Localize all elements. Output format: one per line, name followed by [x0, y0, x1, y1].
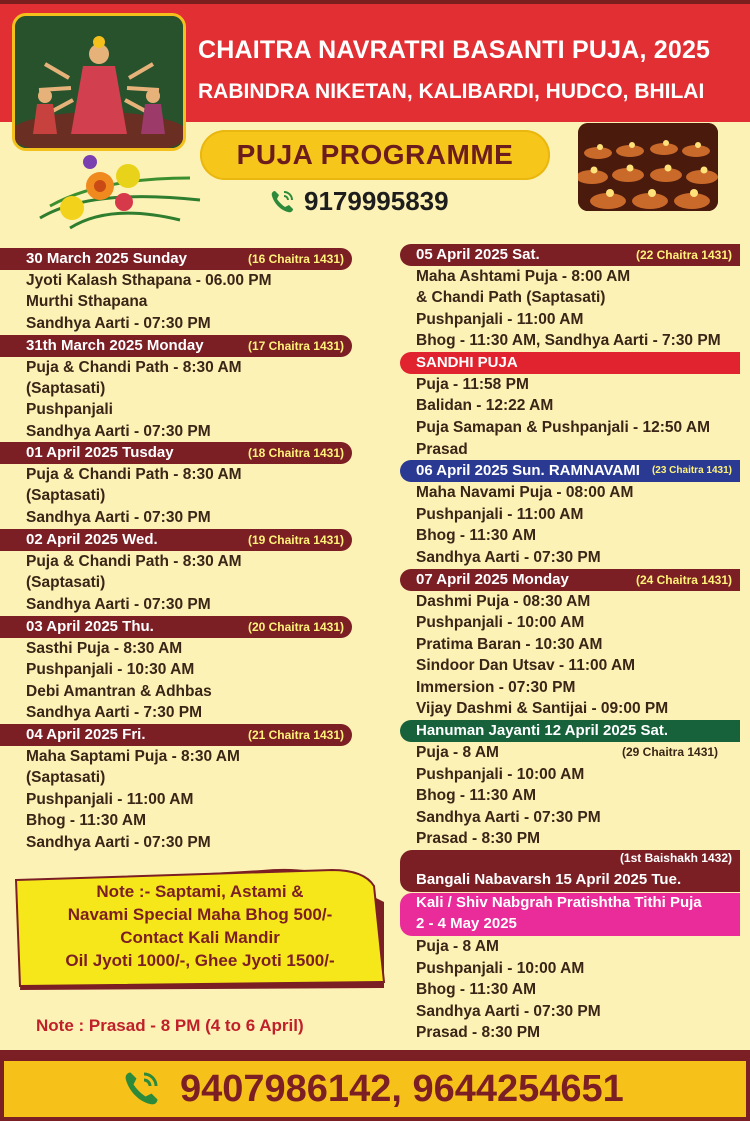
day-date: SANDHI PUJA — [416, 354, 518, 371]
schedule-item: Bhog - 11:30 AM — [416, 527, 536, 544]
schedule-item: Puja & Chandi Path - 8:30 AM — [26, 466, 242, 483]
schedule-item: Prasad - 8:30 PM — [416, 1024, 541, 1041]
day-date: 05 April 2025 Sat. — [416, 246, 540, 263]
schedule-item: Pushpanjali - 11:00 AM — [416, 311, 584, 328]
schedule-item: Sandhya Aarti - 07:30 PM — [26, 423, 211, 440]
schedule-item: Puja - 11:58 PM — [416, 376, 529, 393]
schedule-item: Sandhya Aarti - 07:30 PM — [416, 549, 601, 566]
kali-shiv-header — [400, 893, 740, 936]
schedule-item: Pushpanjali - 10:00 AM — [416, 766, 585, 783]
day-tithi: (29 Chaitra 1431) — [622, 745, 719, 759]
schedule-item: Sandhya Aarti - 07:30 PM — [26, 834, 211, 851]
day-date: Bangali Nabavarsh 15 April 2025 Tue. — [416, 871, 682, 888]
prasad-note: Note : Prasad - 8 PM (4 to 6 April) — [36, 1016, 304, 1035]
schedule-item: & Chandi Path (Saptasati) — [416, 289, 606, 306]
schedule-item: Sandhya Aarti - 07:30 PM — [416, 809, 601, 826]
schedule-item: Pushpanjali - 10:00 AM — [416, 614, 585, 631]
day-date: 04 April 2025 Fri. — [26, 726, 146, 743]
schedule-item: Debi Amantran & Adhbas — [26, 683, 212, 700]
special-bhog-note — [22, 880, 378, 972]
schedule-item: (Saptasati) — [26, 487, 106, 504]
schedule-item: Sasthi Puja - 8:30 AM — [26, 640, 183, 657]
day-date: 31th March 2025 Monday — [26, 337, 204, 354]
schedule-item: Sandhya Aarti - 07:30 PM — [26, 596, 211, 613]
day-date: Kali / Shiv Nabgrah Pratishtha Tithi Puja — [416, 894, 702, 911]
note-line: Note :- Saptami, Astami & — [96, 882, 304, 901]
schedule-item: Vijay Dashmi & Santijai - 09:00 PM — [416, 700, 669, 717]
schedule-item: Immersion - 07:30 PM — [416, 679, 576, 696]
day-header — [0, 335, 352, 357]
schedule-item: Murthi Sthapana — [26, 293, 148, 310]
schedule-item: Bhog - 11:30 AM, Sandhya Aarti - 7:30 PM — [416, 332, 721, 349]
schedule-item: Puja - 8 AM — [416, 744, 499, 761]
sandhi-puja-header — [400, 352, 740, 374]
venue-subtitle: RABINDRA NIKETAN, KALIBARDI, HUDCO, BHILAI — [198, 80, 705, 103]
schedule-item: Sandhya Aarti - 07:30 PM — [26, 509, 211, 526]
schedule-item: (Saptasati) — [26, 380, 106, 397]
footer-phone-numbers: 9407986142, 9644254651 — [180, 1068, 624, 1110]
schedule-item: Sindoor Dan Utsav - 11:00 AM — [416, 657, 636, 674]
schedule-item: Maha Ashtami Puja - 8:00 AM — [416, 268, 631, 285]
day-header — [400, 244, 740, 266]
schedule-item: Pushpanjali — [26, 401, 113, 418]
note-line: Contact Kali Mandir — [120, 928, 280, 947]
phone-number: 9179995839 — [304, 186, 449, 216]
header-border — [0, 0, 750, 4]
day-date: 02 April 2025 Wed. — [26, 531, 158, 548]
event-title: CHAITRA NAVRATRI BASANTI PUJA, 2025 — [198, 36, 711, 64]
day-header — [0, 724, 352, 746]
schedule-item: Puja & Chandi Path - 8:30 AM — [26, 553, 242, 570]
day-tithi: (24 Chaitra 1431) — [635, 573, 732, 587]
schedule-item: Maha Saptami Puja - 8:30 AM — [26, 748, 240, 765]
day-header — [0, 616, 352, 638]
day-tithi: (20 Chaitra 1431) — [247, 620, 344, 634]
schedule-item: Puja - 8 AM — [416, 938, 499, 955]
day-date: 30 March 2025 Sunday — [26, 250, 187, 267]
day-date: 03 April 2025 Thu. — [26, 618, 154, 635]
schedule-item: Prasad - 8:30 PM — [416, 830, 541, 847]
day-header — [400, 569, 740, 591]
schedule-item: (Saptasati) — [26, 769, 106, 786]
schedule-item: Puja Samapan & Pushpanjali - 12:50 AM — [416, 419, 711, 436]
day-date: 01 April 2025 Tusday — [26, 444, 174, 461]
schedule-item: Pushpanjali - 10:30 AM — [26, 661, 195, 678]
schedule-item: Maha Navami Puja - 08:00 AM — [416, 484, 634, 501]
day-tithi: (17 Chaitra 1431) — [247, 339, 344, 353]
day-tithi: (1st Baishakh 1432) — [619, 851, 732, 865]
schedule-item: Bhog - 11:30 AM — [26, 812, 146, 829]
schedule-item: Bhog - 11:30 AM — [416, 787, 536, 804]
schedule-item: Jyoti Kalash Sthapana - 06.00 PM — [26, 272, 272, 289]
day-tithi: (19 Chaitra 1431) — [247, 533, 344, 547]
day-tithi: (18 Chaitra 1431) — [247, 446, 344, 460]
note-line: Navami Special Maha Bhog 500/- — [67, 905, 333, 924]
phone-icon — [120, 1068, 162, 1110]
schedule-item: Pushpanjali - 11:00 AM — [416, 506, 584, 523]
schedule-item: Sandhya Aarti - 07:30 PM — [26, 315, 211, 332]
schedule-item: Dashmi Puja - 08:30 AM — [416, 593, 591, 610]
phone-icon — [268, 188, 296, 216]
schedule-item: Pushpanjali - 11:00 AM — [26, 791, 194, 808]
flower-decoration — [30, 148, 205, 233]
note-line: Oil Jyoti 1000/-, Ghee Jyoti 1500/- — [65, 951, 335, 970]
day-date: 06 April 2025 Sun. RAMNAVAMI — [416, 462, 640, 479]
schedule-item: Balidan - 12:22 AM — [416, 397, 554, 414]
schedule-item: (Saptasati) — [26, 574, 106, 591]
schedule-item: Bhog - 11:30 AM — [416, 981, 536, 998]
day-tithi: (21 Chaitra 1431) — [247, 728, 344, 742]
hanuman-jayanti-header — [400, 720, 740, 742]
day-date: Hanuman Jayanti 12 April 2025 Sat. — [416, 722, 669, 739]
schedule-item: Pratima Baran - 10:30 AM — [416, 636, 603, 653]
deity-image — [12, 13, 186, 151]
day-header — [0, 248, 352, 270]
schedule-item: Sandhya Aarti - 7:30 PM — [26, 704, 203, 721]
day-tithi: (22 Chaitra 1431) — [635, 248, 732, 262]
nabavarsh-header — [400, 850, 740, 892]
diya-lamps-image — [578, 123, 718, 211]
puja-programme-label: PUJA PROGRAMME — [236, 139, 514, 170]
schedule-item: Puja & Chandi Path - 8:30 AM — [26, 359, 242, 376]
ramnavami-header — [400, 460, 740, 482]
day-header — [0, 529, 352, 551]
day-tithi: (23 Chaitra 1431) — [651, 465, 732, 476]
day-date: 07 April 2025 Monday — [416, 571, 569, 588]
schedule-item: Pushpanjali - 10:00 AM — [416, 960, 585, 977]
day-header — [0, 442, 352, 464]
schedule-item: Sandhya Aarti - 07:30 PM — [416, 1003, 601, 1020]
puja-programme-banner — [200, 130, 550, 180]
day-date: 2 - 4 May 2025 — [416, 915, 517, 932]
schedule-item: Prasad — [416, 441, 468, 458]
day-tithi: (16 Chaitra 1431) — [247, 252, 344, 266]
